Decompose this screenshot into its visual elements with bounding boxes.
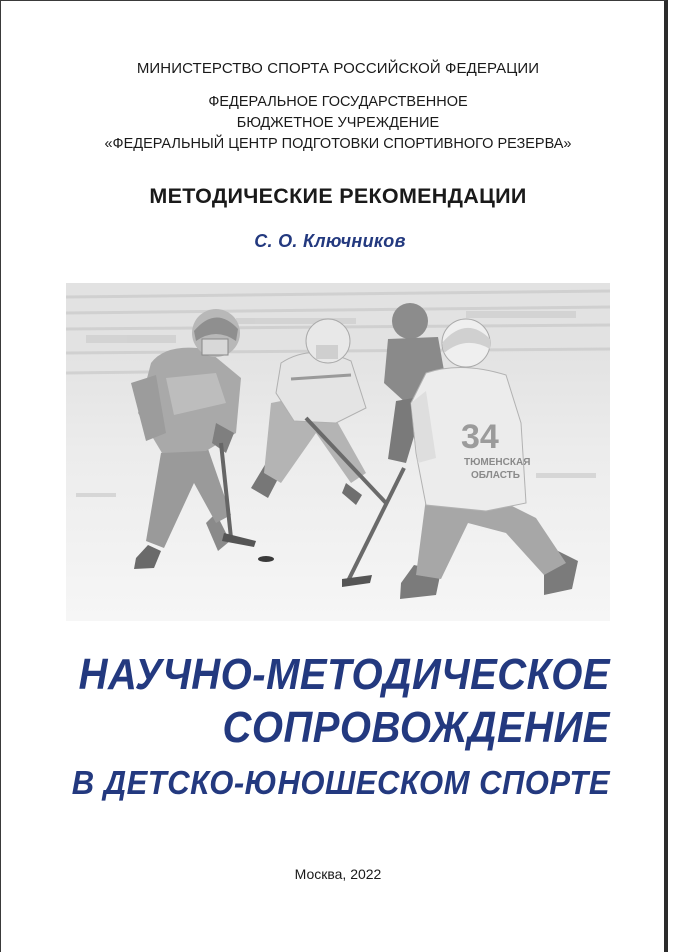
institution-line-2: БЮДЖЕТНОЕ УЧРЕЖДЕНИЕ: [236, 115, 440, 131]
ministry-name: МИНИСТЕРСТВО СПОРТА РОССИЙСКОЙ ФЕДЕРАЦИИ: [136, 60, 540, 77]
author-name: С. О. Ключников: [254, 231, 406, 251]
title-line-2: СОПРОВОЖДЕНИЕ: [222, 704, 610, 752]
jersey-text-line-2: ОБЛАСТЬ: [471, 470, 520, 481]
title-line-1: НАУЧНО-МЕТОДИЧЕСКОЕ: [78, 651, 610, 699]
document-type: МЕТОДИЧЕСКИЕ РЕКОМЕНДАЦИИ: [149, 184, 527, 208]
institution-line-1: ФЕДЕРАЛЬНОЕ ГОСУДАРСТВЕННОЕ: [208, 94, 468, 110]
puck-icon: [258, 556, 274, 562]
hockey-players-photo: [66, 283, 610, 621]
place-and-year: Москва, 2022: [294, 866, 382, 882]
institution-line-3: «ФЕДЕРАЛЬНЫЙ ЦЕНТР ПОДГОТОВКИ СПОРТИВНОГО РЕЗЕРВА»: [104, 136, 572, 152]
jersey-number: 34: [461, 418, 499, 456]
jersey-text-line-1: ТЮМЕНСКАЯ: [464, 457, 531, 468]
title-line-3: В ДЕТСКО-ЮНОШЕСКОМ СПОРТЕ: [71, 764, 610, 802]
